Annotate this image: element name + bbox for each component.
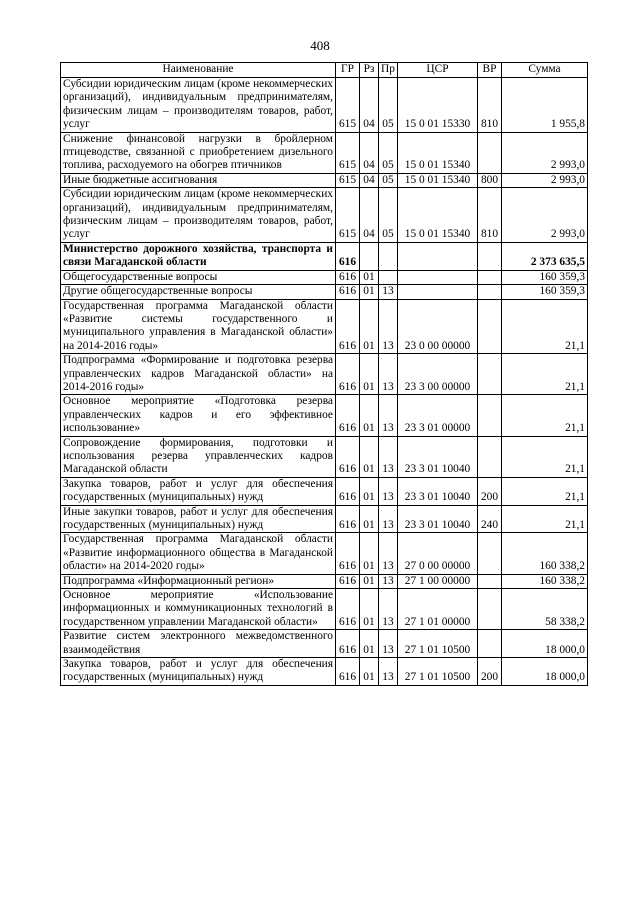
cell-vr — [478, 533, 502, 574]
cell-name: Снижение финансовой нагрузки в бройлерном птицеводстве, связанной с приобретением дизельного топлива, расходуемого на обогрев птичников — [61, 132, 336, 173]
cell-csr: 23 3 01 00000 — [398, 395, 478, 436]
cell-vr: 810 — [478, 78, 502, 133]
cell-vr: 800 — [478, 173, 502, 187]
cell-vr: 200 — [478, 477, 502, 505]
table-row — [61, 78, 588, 133]
cell-pr: 05 — [379, 78, 398, 133]
cell-name: Иные бюджетные ассигнования — [61, 173, 336, 187]
cell-gr: 615 — [336, 78, 360, 133]
cell-pr: 13 — [379, 354, 398, 395]
table-row — [61, 574, 588, 588]
cell-csr: 27 1 01 10500 — [398, 658, 478, 686]
cell-gr: 616 — [336, 436, 360, 477]
cell-gr: 616 — [336, 658, 360, 686]
table-header-row — [61, 63, 588, 78]
cell-pr — [379, 242, 398, 270]
cell-rz: 01 — [360, 630, 379, 658]
cell-rz: 01 — [360, 589, 379, 630]
cell-gr: 616 — [336, 242, 360, 270]
table-row — [61, 589, 588, 630]
cell-pr: 13 — [379, 658, 398, 686]
cell-rz: 01 — [360, 658, 379, 686]
cell-csr: 27 0 00 00000 — [398, 533, 478, 574]
cell-sum: 21,1 — [502, 505, 588, 533]
cell-rz: 04 — [360, 188, 379, 243]
table-row — [61, 630, 588, 658]
cell-rz: 04 — [360, 132, 379, 173]
column-header-gr: ГР — [336, 63, 360, 78]
cell-name: Субсидии юридическим лицам (кроме некоммерческих организаций), индивидуальным предпринимателям, физическим лицам – производителям товаров, работ, услуг — [61, 78, 336, 133]
cell-pr: 13 — [379, 505, 398, 533]
cell-sum: 21,1 — [502, 436, 588, 477]
cell-csr: 15 0 01 15340 — [398, 132, 478, 173]
cell-rz: 01 — [360, 436, 379, 477]
cell-pr: 13 — [379, 589, 398, 630]
cell-name: Государственная программа Магаданской области «Развитие информационного общества в Магаданской области» на 2014-2020 годы» — [61, 533, 336, 574]
cell-vr: 240 — [478, 505, 502, 533]
cell-name: Сопровождение формирования, подготовки и использования резерва управленческих кадров Магаданской области — [61, 436, 336, 477]
cell-sum: 21,1 — [502, 299, 588, 354]
column-header-vr: ВР — [478, 63, 502, 78]
cell-sum: 2 993,0 — [502, 173, 588, 187]
cell-sum: 2 993,0 — [502, 132, 588, 173]
cell-pr: 05 — [379, 132, 398, 173]
cell-vr — [478, 354, 502, 395]
cell-pr: 05 — [379, 173, 398, 187]
table-row — [61, 658, 588, 686]
cell-pr: 13 — [379, 630, 398, 658]
column-header-csr: ЦСР — [398, 63, 478, 78]
cell-pr: 13 — [379, 477, 398, 505]
cell-name: Министерство дорожного хозяйства, транспорта и связи Магаданской области — [61, 242, 336, 270]
cell-pr: 13 — [379, 436, 398, 477]
cell-sum: 1 955,8 — [502, 78, 588, 133]
cell-rz: 01 — [360, 285, 379, 299]
cell-name: Развитие систем электронного межведомственного взаимодействия — [61, 630, 336, 658]
cell-gr: 616 — [336, 477, 360, 505]
cell-gr: 616 — [336, 354, 360, 395]
cell-sum: 2 993,0 — [502, 188, 588, 243]
cell-gr: 616 — [336, 299, 360, 354]
cell-sum: 18 000,0 — [502, 630, 588, 658]
cell-vr — [478, 589, 502, 630]
table-row — [61, 533, 588, 574]
table-row — [61, 285, 588, 299]
cell-name: Основное мероприятие «Использование информационных и коммуникационных технологий в государственном управлении Магаданской области» — [61, 589, 336, 630]
cell-pr: 13 — [379, 299, 398, 354]
cell-csr: 27 1 00 00000 — [398, 574, 478, 588]
cell-csr: 27 1 01 00000 — [398, 589, 478, 630]
cell-vr — [478, 395, 502, 436]
table-row — [61, 395, 588, 436]
cell-name: Основное мероприятие «Подготовка резерва управленческих кадров и его эффективное использование» — [61, 395, 336, 436]
cell-gr: 616 — [336, 533, 360, 574]
cell-pr: 13 — [379, 574, 398, 588]
cell-vr — [478, 132, 502, 173]
cell-sum: 58 338,2 — [502, 589, 588, 630]
cell-gr: 615 — [336, 188, 360, 243]
cell-rz: 01 — [360, 574, 379, 588]
cell-rz: 01 — [360, 270, 379, 284]
cell-csr: 23 0 00 00000 — [398, 299, 478, 354]
cell-vr — [478, 574, 502, 588]
cell-name: Закупка товаров, работ и услуг для обеспечения государственных (муниципальных) нужд — [61, 477, 336, 505]
table-row — [61, 299, 588, 354]
budget-table — [60, 62, 588, 686]
cell-name: Закупка товаров, работ и услуг для обеспечения государственных (муниципальных) нужд — [61, 658, 336, 686]
table-row — [61, 436, 588, 477]
cell-csr: 15 0 01 15340 — [398, 188, 478, 243]
cell-csr — [398, 242, 478, 270]
column-header-rz: Рз — [360, 63, 379, 78]
cell-vr — [478, 285, 502, 299]
cell-csr — [398, 270, 478, 284]
cell-rz: 01 — [360, 477, 379, 505]
column-header-name: Наименование — [61, 63, 336, 78]
table-row — [61, 354, 588, 395]
cell-name: Другие общегосударственные вопросы — [61, 285, 336, 299]
cell-vr: 200 — [478, 658, 502, 686]
cell-sum: 21,1 — [502, 395, 588, 436]
cell-sum: 160 338,2 — [502, 574, 588, 588]
cell-gr: 615 — [336, 173, 360, 187]
table-row — [61, 477, 588, 505]
cell-sum: 21,1 — [502, 477, 588, 505]
cell-gr: 616 — [336, 505, 360, 533]
cell-gr: 616 — [336, 285, 360, 299]
cell-name: Государственная программа Магаданской области «Развитие системы государственного и муниципального управления в Магаданской области» на 2014-2016 годы» — [61, 299, 336, 354]
cell-sum: 18 000,0 — [502, 658, 588, 686]
cell-rz: 01 — [360, 505, 379, 533]
column-header-sum: Сумма — [502, 63, 588, 78]
cell-gr: 616 — [336, 270, 360, 284]
cell-sum: 160 359,3 — [502, 270, 588, 284]
cell-rz: 01 — [360, 299, 379, 354]
cell-csr: 23 3 01 10040 — [398, 436, 478, 477]
cell-rz: 01 — [360, 395, 379, 436]
cell-name: Субсидии юридическим лицам (кроме некоммерческих организаций), индивидуальным предпринимателям, физическим лицам – производителям товаров, работ, услуг — [61, 188, 336, 243]
cell-csr — [398, 285, 478, 299]
cell-pr: 05 — [379, 188, 398, 243]
table-row — [61, 270, 588, 284]
cell-gr: 615 — [336, 132, 360, 173]
cell-vr — [478, 270, 502, 284]
cell-name: Иные закупки товаров, работ и услуг для обеспечения государственных (муниципальных) нужд — [61, 505, 336, 533]
cell-pr: 13 — [379, 533, 398, 574]
cell-csr: 15 0 01 15340 — [398, 173, 478, 187]
table-row — [61, 505, 588, 533]
cell-pr — [379, 270, 398, 284]
cell-gr: 616 — [336, 589, 360, 630]
cell-csr: 15 0 01 15330 — [398, 78, 478, 133]
cell-rz: 01 — [360, 354, 379, 395]
table-body — [61, 78, 588, 686]
cell-name: Подпрограмма «Формирование и подготовка резерва управленческих кадров Магаданской области» на 2014-2016 годы» — [61, 354, 336, 395]
cell-sum: 160 359,3 — [502, 285, 588, 299]
table-row — [61, 188, 588, 243]
cell-name: Подпрограмма «Информационный регион» — [61, 574, 336, 588]
cell-name: Общегосударственные вопросы — [61, 270, 336, 284]
cell-gr: 616 — [336, 574, 360, 588]
cell-rz — [360, 242, 379, 270]
cell-rz: 04 — [360, 78, 379, 133]
cell-gr: 616 — [336, 395, 360, 436]
column-header-pr: Пр — [379, 63, 398, 78]
cell-vr: 810 — [478, 188, 502, 243]
table-row — [61, 242, 588, 270]
cell-vr — [478, 299, 502, 354]
cell-sum: 2 373 635,5 — [502, 242, 588, 270]
cell-vr — [478, 436, 502, 477]
table-row — [61, 173, 588, 187]
cell-gr: 616 — [336, 630, 360, 658]
cell-csr: 23 3 01 10040 — [398, 477, 478, 505]
cell-csr: 23 3 00 00000 — [398, 354, 478, 395]
cell-pr: 13 — [379, 395, 398, 436]
cell-rz: 04 — [360, 173, 379, 187]
cell-sum: 21,1 — [502, 354, 588, 395]
cell-rz: 01 — [360, 533, 379, 574]
page-number: 408 — [310, 38, 330, 53]
cell-vr — [478, 242, 502, 270]
cell-csr: 27 1 01 10500 — [398, 630, 478, 658]
table-row — [61, 132, 588, 173]
cell-vr — [478, 630, 502, 658]
cell-pr: 13 — [379, 285, 398, 299]
cell-sum: 160 338,2 — [502, 533, 588, 574]
cell-csr: 23 3 01 10040 — [398, 505, 478, 533]
